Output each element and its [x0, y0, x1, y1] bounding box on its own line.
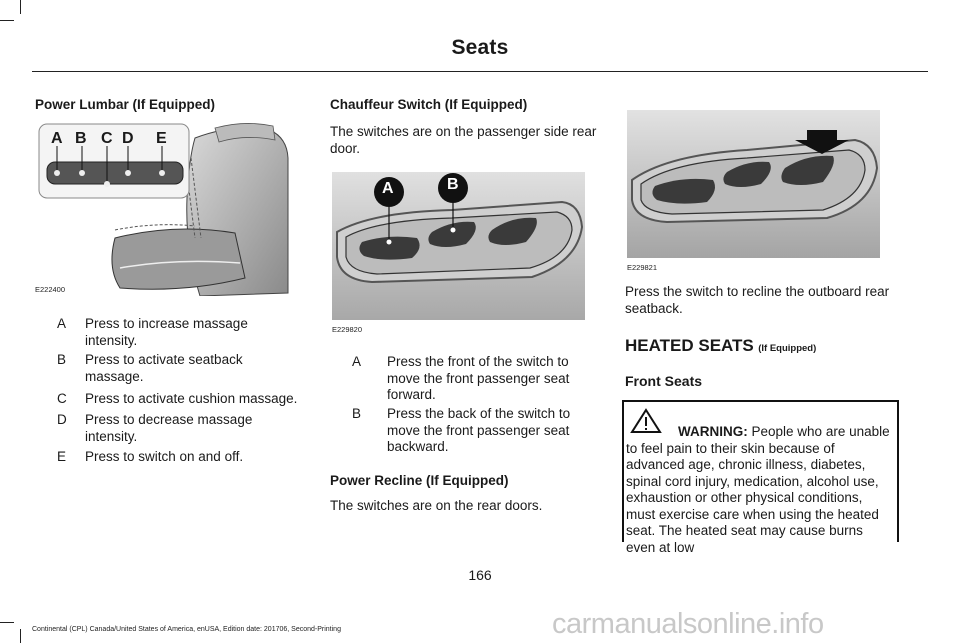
paragraph: Press the switch to recline the outboard rear seatback. — [625, 284, 890, 316]
power-lumbar-illustration — [35, 118, 290, 296]
crop-mark — [0, 622, 14, 623]
callout-d: D — [122, 130, 134, 147]
header-divider — [32, 71, 928, 72]
section-title-heated-seats: HEATED SEATS (If Equipped) — [625, 336, 817, 355]
crop-mark — [20, 0, 21, 14]
crop-mark — [0, 20, 14, 21]
callout-e: E — [156, 130, 167, 147]
warning-box — [622, 400, 899, 555]
section-heading-power-recline: Power Recline (If Equipped) — [330, 473, 509, 488]
chauffeur-switch-illustration — [332, 172, 585, 320]
callout-a: A — [382, 180, 394, 197]
watermark: carmanualsonline.info — [552, 608, 824, 640]
paragraph: The switches are on the rear doors. — [330, 498, 543, 513]
edition-info: Continental (CPL) Canada/United States of America, enUSA, Edition date: 201706, Second-Printing — [32, 626, 341, 633]
callout-b: B — [447, 176, 459, 193]
subheading-front-seats: Front Seats — [625, 373, 703, 389]
section-heading-chauffeur-switch: Chauffeur Switch (If Equipped) — [330, 97, 528, 112]
callout-b: B — [75, 130, 87, 147]
warning-text: People who are unable to feel pain to their skin because of advanced age, chronic illness, diabetes, spinal cord injury, medication, alcohol use, exhaustion or other physical conditions, must exercise care when using the heated seat. The heated seat may cause burns even at low — [626, 424, 890, 555]
paragraph: The switches are on the passenger side rear door. — [330, 124, 597, 156]
power-recline-illustration — [627, 110, 880, 258]
figure-id: E229820 — [332, 325, 363, 334]
warning-label: WARNING: — [678, 424, 748, 439]
page-header-title: Seats — [451, 36, 509, 59]
callout-c: C — [101, 130, 113, 147]
page-number: 166 — [468, 567, 492, 583]
callout-a: A — [51, 130, 63, 147]
figure-id: E222400 — [35, 285, 66, 294]
section-heading-power-lumbar: Power Lumbar (If Equipped) — [35, 97, 216, 112]
figure-id: E229821 — [627, 263, 658, 272]
crop-mark — [20, 629, 21, 643]
